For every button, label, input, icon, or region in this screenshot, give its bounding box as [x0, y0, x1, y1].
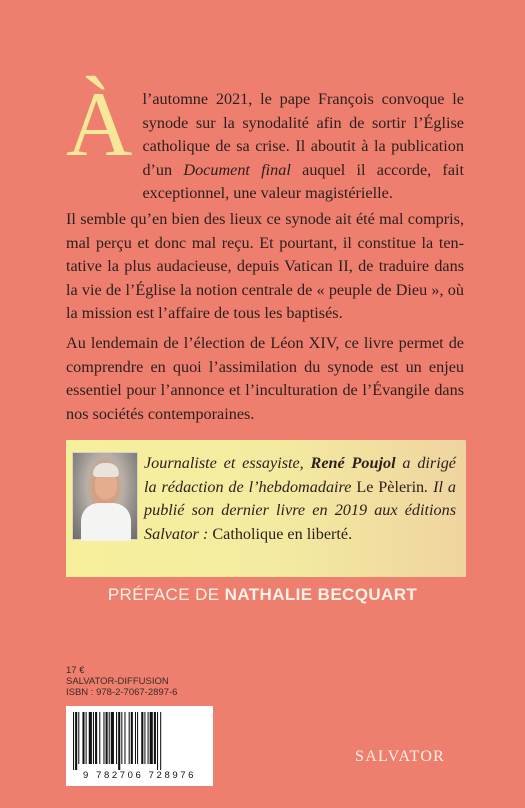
- author-photo-shirt: [81, 503, 131, 541]
- barcode-bar: [121, 712, 122, 764]
- barcode-bar: [135, 712, 136, 764]
- barcode-bar: [73, 712, 74, 770]
- barcode-bar: [106, 712, 108, 764]
- preface-author: NATHALIE BECQUART: [224, 585, 418, 604]
- author-bio-part4: .: [348, 524, 353, 543]
- barcode-bar: [118, 712, 120, 770]
- barcode-bar: [154, 712, 156, 764]
- barcode-bar: [116, 712, 117, 764]
- intro-paragraph: [66, 73, 465, 206]
- barcode-bar: [86, 712, 87, 764]
- barcode-bar: [111, 712, 114, 764]
- barcode-bar: [99, 712, 100, 764]
- barcode-bar: [89, 712, 92, 764]
- barcode-digits: 9 782706 728976: [83, 770, 196, 781]
- barcode-bar: [95, 712, 97, 764]
- barcode-bar: [103, 712, 104, 764]
- author-photo-hair: [93, 463, 119, 477]
- third-paragraph: [66, 332, 464, 426]
- barcode-bar: [150, 712, 153, 764]
- second-paragraph: [66, 208, 464, 326]
- magazine-name: Le Pèlerin: [356, 477, 425, 496]
- barcode-bar: [124, 712, 125, 764]
- barcode-bar: [141, 712, 143, 764]
- intro-text-part2: auquel il accorde, fait exceptionnel, une valeur magistérielle.: [142, 160, 465, 202]
- author-name: René Poujol: [310, 454, 396, 472]
- price: 17 €: [66, 665, 85, 676]
- previous-book-title: Catholique en liberté: [212, 524, 349, 543]
- barcode-bar: [137, 712, 138, 764]
- preface-prefix: PRÉFACE DE: [107, 585, 225, 604]
- third-paragraph-text: Au lendemain de l’élection de Léon XIV, ce livre permet de comprendre en quoi l’assimilation du synode est un enjeu essentiel pour l’annonce et l’inculturation de l’Évangile dans nos sociétés contemporaines.: [66, 334, 464, 423]
- intro-text-part1: l’automne 2021, le pape François convoque le synode sur la synodalité afin de sortir l’Église catholique de sa crise. Il aboutit à la publication d’un: [142, 90, 464, 179]
- author-box: [66, 440, 466, 577]
- barcode-bar: [78, 712, 79, 764]
- barcode-bar: [75, 712, 77, 770]
- author-bio-part2: a dirigé la rédaction de l’hebdomadaire: [144, 454, 456, 496]
- barcode-bar: [82, 712, 84, 764]
- barcode-bar: [109, 712, 110, 764]
- barcode-bar: [129, 712, 130, 764]
- distributor: SALVATOR-DIFFUSION: [66, 676, 169, 687]
- document-final-title: Document final: [183, 160, 291, 179]
- preface-credit: [0, 585, 525, 605]
- author-bio-part3: . Il a publié son dernier livre en 2019 aux éditions Salvator :: [144, 477, 456, 543]
- barcode-bar: [157, 712, 158, 770]
- author-bio-part1: Journaliste et essayiste,: [144, 454, 311, 472]
- barcode-bar: [148, 712, 149, 764]
- barcode-bar: [144, 712, 145, 764]
- drop-cap: À: [66, 73, 133, 175]
- publisher-logo: SALVATOR: [355, 748, 446, 765]
- barcode-bar: [131, 712, 133, 764]
- barcode-bar: [93, 712, 94, 764]
- barcode-bars: [71, 712, 208, 770]
- price-info: [66, 665, 177, 698]
- author-bio: [144, 452, 456, 546]
- author-photo: [72, 452, 138, 540]
- barcode-bar: [160, 712, 161, 770]
- second-paragraph-text: Il semble qu’en bien des lieux ce synode ait été mal compris, mal perçu et donc mal reçu. Et pourtant, il constitue la tentative la plus audacieuse, depuis Vatican II, de traduire dans la vie de l’Église la notion centrale de « peuple de Dieu », où la mission est l’affaire de tous les baptisés.: [66, 210, 464, 322]
- isbn: ISBN : 978-2-7067-2897-6: [66, 687, 178, 698]
- barcode: [66, 706, 213, 786]
